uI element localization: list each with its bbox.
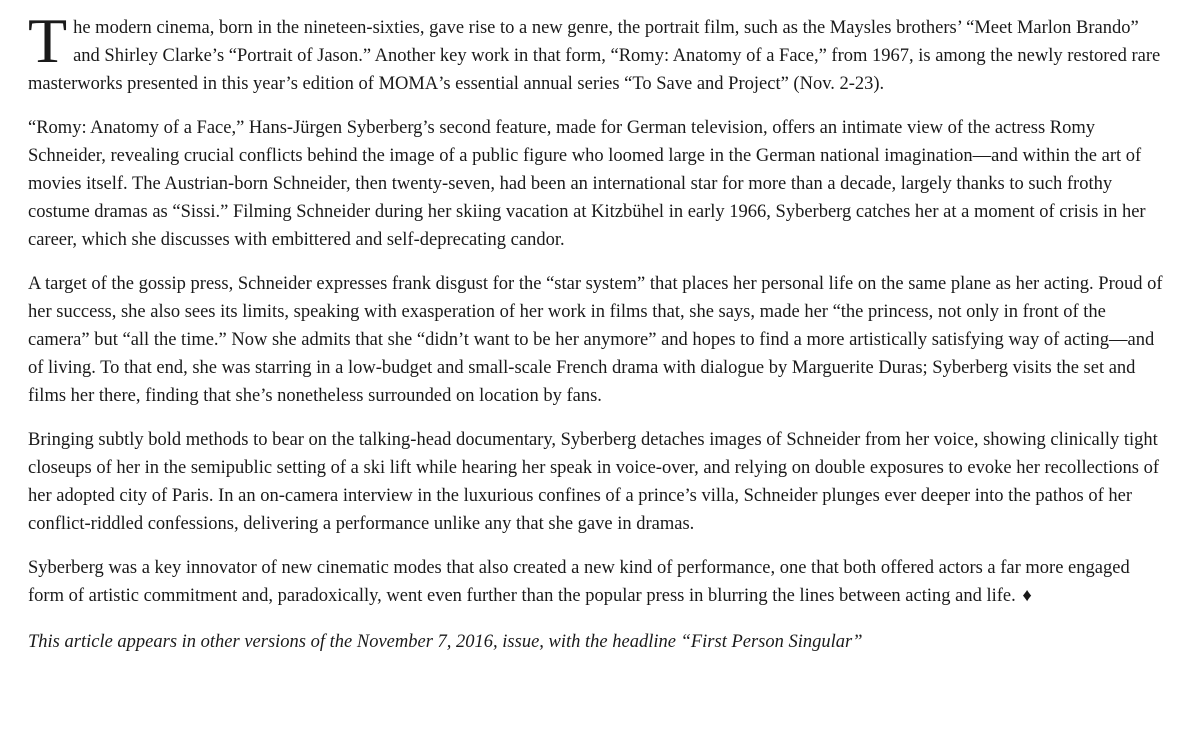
paragraph-1-text-end: ’s essential annual series “To Save and Project” (Nov. 2-23). [438,74,885,94]
paragraph-1 [28,5,1168,98]
end-diamond-icon: ♦ [1022,586,1032,606]
paragraph-5 [28,554,1168,610]
paragraph-1-text-start: he modern cinema, born in the nineteen-sixties, gave rise to a new genre, the portrait film, such as the Maysles brothers’ “Meet Marlon Brando” and Shirley Clarke’s “Portrait of Jason.” Another key work in that form, “Romy: Anatomy of a Face,” from 1967, is among the newly restored rare masterworks presented in this year’s edition of [28,18,1161,94]
drop-cap: T [28,5,68,76]
paragraph-4: Bringing subtly bold methods to bear on the talking-head documentary, Syberberg detaches images of Schneider from her voice, showing clinically tight closeups of her in the semipublic setting of a ski lift while hearing her speak in voice-over, and relying on double exposures to evoke her recollections of her adopted city of Paris. In an on-camera interview in the luxurious confines of a prince’s villa, Schneider plunges ever deeper into the pathos of her conflict-riddled confessions, delivering a performance unlike any that she gave in dramas. [28,430,1160,534]
article-body [28,5,1168,672]
paragraph-3: A target of the gossip press, Schneider expresses frank disgust for the “star system” that places her personal life on the same plane as her acting. Proud of her success, she also sees its limits, speaking with exasperation of her work in films that, she says, made her “the princess, not only in front of the camera” but “all the time.” Now she admits that she “didn’t want to be her anymore” and hopes to find a more artistically satisfying way of acting—and of living. To that end, she was starring in a low-budget and small-scale French drama with dialogue by Marguerite Duras; Syberberg visits the set and films her there, finding that she’s nonetheless surrounded on location by fans. [28,274,1163,406]
paragraph-5-text: Syberberg was a key innovator of new cinematic modes that also created a new kind of performance, one that both offered actors a far more engaged form of artistic commitment and, paradoxically, went even further than the popular press in blurring the lines between acting and life. [28,558,1130,606]
article-footer-note: This article appears in other versions of the November 7, 2016, issue, with the headline “First Person Singular” [28,632,863,652]
paragraph-2: “Romy: Anatomy of a Face,” Hans-Jürgen Syberberg’s second feature, made for German television, offers an intimate view of the actress Romy Schneider, revealing crucial conflicts behind the image of a public figure who loomed large in the German national imagination—and within the art of movies itself. The Austrian-born Schneider, then twenty-seven, had been an international star for more than a decade, largely thanks to such frothy costume dramas as “Sissi.” Filming Schneider during her skiing vacation at Kitzbühel in early 1966, Syberberg catches her at a moment of crisis in her career, which she discusses with embittered and self-deprecating candor. [28,118,1146,250]
moma-abbreviation: MOMA [378,74,439,94]
